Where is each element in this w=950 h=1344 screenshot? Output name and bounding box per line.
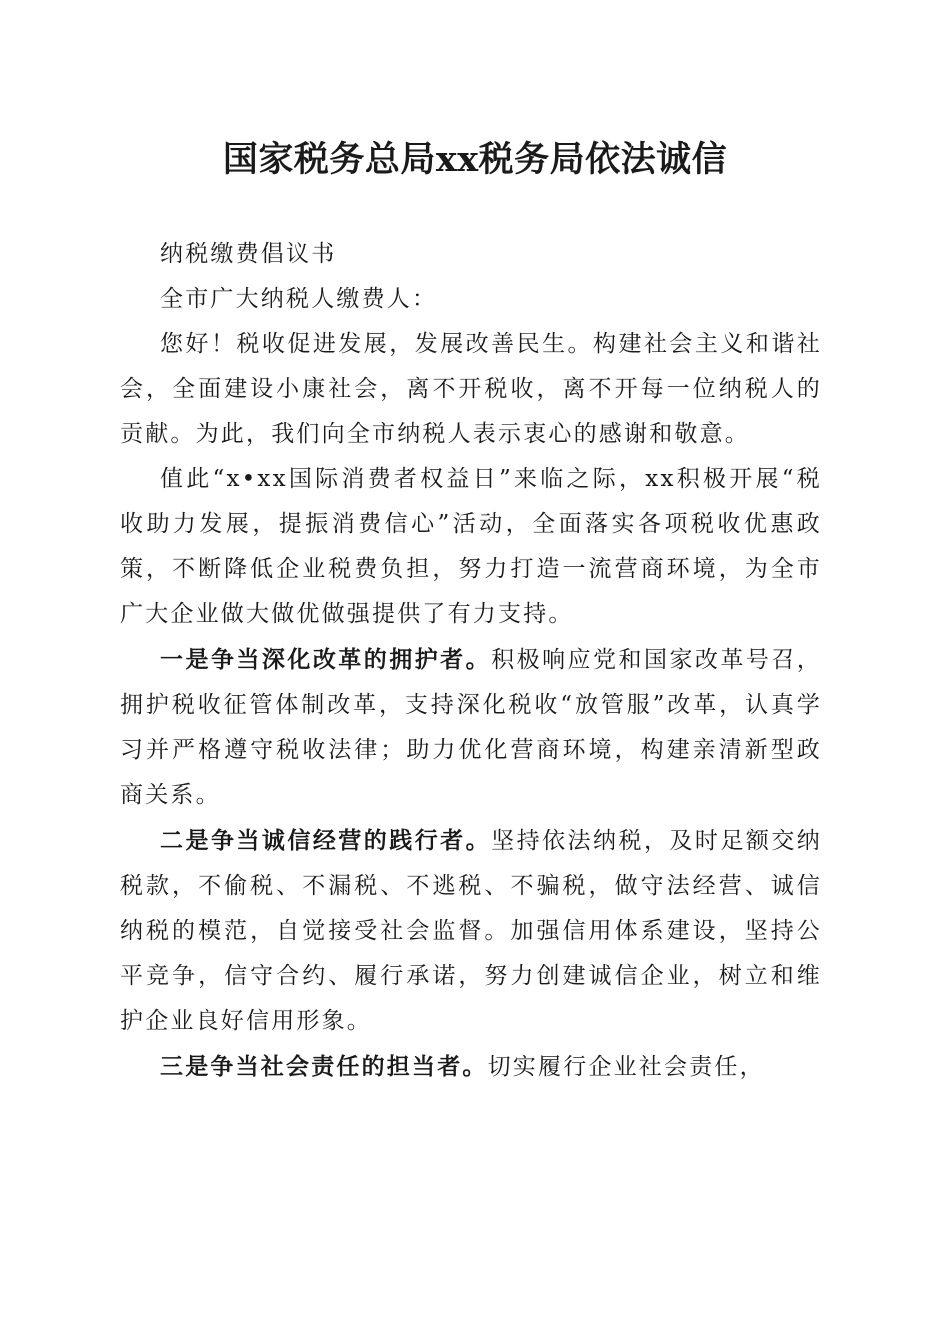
paragraph-greeting	[120, 322, 822, 457]
paragraph-consumer-day	[120, 457, 822, 637]
paragraph-lead: 一是争当深化改革的拥护者。	[160, 646, 492, 673]
paragraph-text: 坚持依法纳税，及时足额交纳税款，不偷税、不漏税、不逃税、不骗税，做守法经营、诚信纳税的模范，自觉接受社会监督。加强信用体系建设，坚持公平竞争，信守合约、履行承诺，努力创建诚信企业，树立和维护企业良好信用形象。	[120, 828, 822, 1034]
document-title: 国家税务总局xx税务局依法诚信	[222, 139, 728, 180]
paragraph-lead: 三是争当社会责任的担当者。	[160, 1053, 488, 1080]
paragraph-text: 切实履行企业社会责任，	[487, 1054, 765, 1080]
document-body	[120, 232, 822, 1090]
document-subtitle: 纳税缴费倡议书	[160, 241, 337, 267]
paragraph-lead: 二是争当诚信经营的践行者。	[160, 827, 492, 854]
paragraph-reform	[120, 637, 822, 818]
paragraph-responsibility	[120, 1044, 822, 1090]
salutation: 全市广大纳税人缴费人：	[160, 286, 438, 312]
paragraph-integrity	[120, 818, 822, 1044]
paragraph-text: 积极响应党和国家改革号召，拥护税收征管体制改革，支持深化税收“放管服”改革，认真学习并严格遵守税收法律；助力优化营商环境，构建亲清新型政商关系。	[120, 647, 822, 808]
paragraph-text: 您好！税收促进发展，发展改善民生。构建社会主义和谐社会，全面建设小康社会，离不开税收，离不开每一位纳税人的贡献。为此，我们向全市纳税人表示衷心的感谢和敬意。	[120, 331, 822, 447]
paragraph-text: 值此“x•xx国际消费者权益日”来临之际，xx积极开展“税收助力发展，提振消费信心”活动，全面落实各项税收优惠政策，不断降低企业税费负担，努力打造一流营商环境，为全市广大企业做大做优做强提供了有力支持。	[120, 466, 822, 627]
